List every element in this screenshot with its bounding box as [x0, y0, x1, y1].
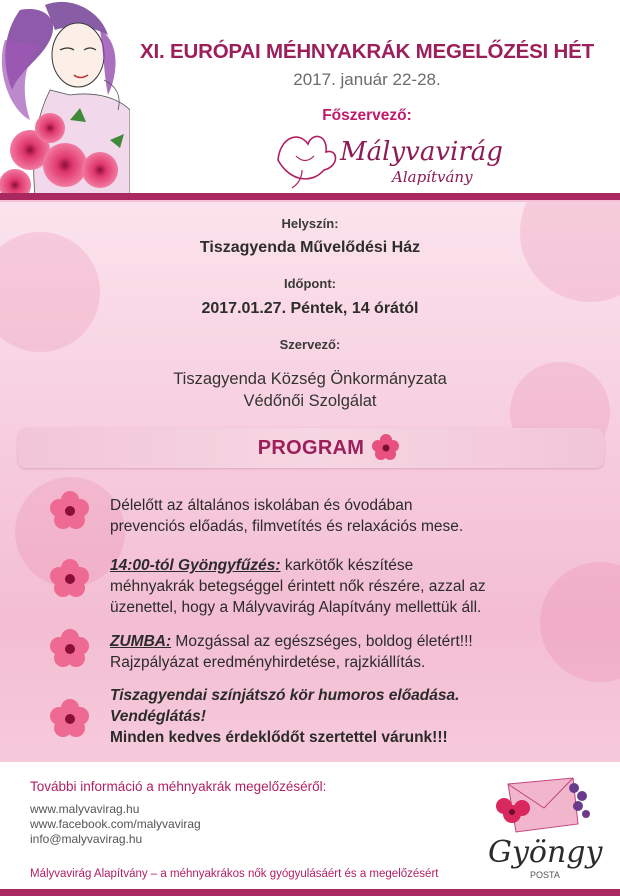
gyongy-posta-logo: [478, 774, 608, 886]
header-divider: [0, 193, 620, 200]
logo-sub-text: Alapítvány: [392, 168, 473, 186]
main-organizer-label: Főszervező:: [322, 107, 412, 124]
woman-flowers-illustration: [0, 0, 130, 196]
program-item-highlight: 14:00-tól Gyöngyfűzés:: [110, 557, 281, 574]
footer-divider: [0, 889, 620, 896]
event-week-date: 2017. január 22-28.: [293, 70, 441, 89]
program-item-text: Délelőtt az általános iskolában és óvodában: [110, 497, 413, 514]
program-item-text: karkötők készítése: [280, 557, 414, 574]
main-content: [0, 202, 620, 762]
flower-bullet-icon: [50, 558, 90, 598]
program-title: PROGRAM: [257, 437, 365, 459]
program-item-zumba: [110, 631, 580, 673]
footer-info: További információ a méhnyakrák megelőzéséről:: [30, 779, 327, 794]
program-item-highlight: ZUMBA:: [110, 633, 172, 650]
program-flower-icon: [372, 433, 400, 461]
gyongy-logo-text: Gyöngy: [488, 835, 603, 870]
header: [0, 0, 620, 196]
footer: [0, 762, 620, 896]
malyvavirag-logo: [268, 126, 518, 190]
program-item-text: méhnyakrák betegséggel érintett nők részére, azzal az: [110, 578, 486, 595]
program-item-beading: [110, 555, 580, 618]
time-label: Időpont:: [284, 276, 336, 291]
organizer-line-1: Tiszagyenda Község Önkormányzata: [173, 370, 447, 388]
organizer-line-2: Védőnői Szolgálat: [243, 392, 377, 410]
flower-bullet-icon: [50, 698, 90, 738]
program-item-text: Vendéglátás!: [110, 708, 206, 725]
program-item-text: Tiszagyendai színjátszó kör humoros előadása.: [110, 687, 460, 704]
time-value: 2017.01.27. Péntek, 14 órától: [201, 300, 419, 317]
footer-tagline: Mályvavirág Alapítvány – a méhnyakrákos nők gyógyulásáért és a megelőzésért: [30, 868, 439, 880]
flower-bullet-icon: [50, 628, 90, 668]
website-link[interactable]: www.malyvavirag.hu: [30, 802, 140, 816]
logo-name-text: Mályvavirág: [340, 137, 503, 167]
program-item-text: prevenciós előadás, filmvetítés és relaxációs mese.: [110, 518, 464, 535]
program-item-text: Mozgással az egészséges, boldog életért!!!: [171, 633, 473, 650]
organizer-label: Szervező:: [279, 337, 341, 352]
location-label: Helyszín:: [281, 216, 339, 231]
flower-bullet-icon: [50, 490, 90, 530]
program-item-morning: [110, 495, 580, 537]
location-value: Tiszagyenda Művelődési Ház: [199, 239, 421, 256]
program-item-text: Minden kedves érdeklődőt szertettel várunk!!!: [110, 729, 448, 746]
email-link[interactable]: info@malyvavirag.hu: [30, 832, 143, 846]
page-title: XI. EURÓPAI MÉHNYAKRÁK MEGELŐZÉSI HÉT: [140, 40, 594, 63]
program-item-text: üzenettel, hogy a Mályvavirág Alapítvány mellettük áll.: [110, 599, 482, 616]
program-item-text: Rajzpályázat eredményhirdetése, rajzkiállítás.: [110, 654, 426, 671]
facebook-link[interactable]: www.facebook.com/malyvavirag: [30, 817, 201, 831]
program-header-bar: [18, 428, 604, 468]
program-item-theatre: [110, 685, 580, 748]
gyongy-posta-text: POSTA: [530, 870, 560, 880]
